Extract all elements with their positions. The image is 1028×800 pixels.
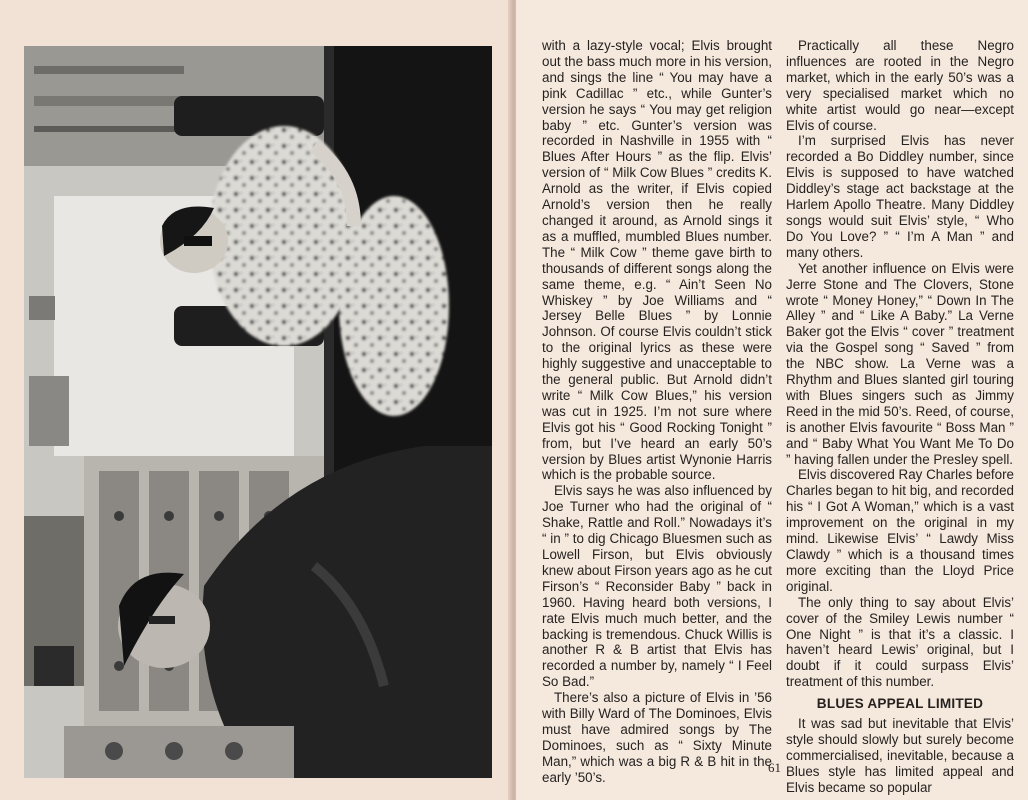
photo-icon bbox=[24, 46, 492, 778]
paragraph: The only thing to say about Elvis’ cover of the Smiley Lewis number “ One Night ” is that it’s a classic. I haven’t heard Lewis’ original, but I doubt if it could surpass Elvis’ treatment of this number. bbox=[786, 594, 1014, 690]
paragraph: There’s also a picture of Elvis in ’56 with Billy Ward of The Dominoes, Elvis must have admired songs by The Dominoes, such as “ Sixty Minute Man,” which was a big R & B hit in the early ’50’s. bbox=[542, 690, 772, 785]
paragraph: Elvis says he was also influenced by Joe Turner who had the original of “ Shake, Rattle and Roll.” Nowadays it’s “ in ” to dig Chicago Bluesmen such as Lowell Firson, but Elvis obviously knew about Firson years ago as he cut Firson’s “ Reconsider Baby ” back in 1960. Having heard both versions, I rate Elvis much much better, and the backing is tremendous. Chuck Willis is another R & B artist that Elvis has recorded a number by, namely “ I Feel So Bad.” bbox=[542, 483, 773, 690]
paragraph: Elvis discovered Ray Charles before Charles began to hit big, and recorded his “ I Got A Woman,” which is a vast improvement on the original in my mind. Likewise Elvis’ “ Lawdy Miss Clawdy ” which is a thousand times more exciting than the Lloyd Price original. bbox=[786, 467, 1014, 594]
text-column-left bbox=[542, 38, 772, 786]
text-column-right bbox=[786, 38, 1014, 796]
photo bbox=[24, 46, 492, 778]
page-number: 61 bbox=[768, 760, 781, 775]
paragraph: Practically all these Negro influences are rooted in the Negro market, which in the early 50’s was a very specialised market which no white artist would go near—except Elvis of course. bbox=[786, 38, 1014, 133]
paragraph: It was sad but inevitable that Elvis’ style should slowly but surely become commercialised, inevitable, because a Blues style has limited appeal and Elvis became so popular bbox=[786, 716, 1014, 795]
paragraph: Yet another influence on Elvis were Jerre Stone and The Clovers, Stone wrote “ Money Honey,” “ Down In The Alley ” and “ Like A Baby.” La Verne Baker got the Elvis “ cover ” treatment via the Gospel song “ Saved ” from the NBC show. La Verne was a Rhythm and Blues slanted girl touring with Blues singers such as Jimmy Reed in the mid 50’s. Reed, of course, is another Elvis favourite “ Boss Man ” and “ Baby What You Want Me To Do ” having fallen under the Presley spell. bbox=[786, 260, 1014, 467]
paragraph: I’m surprised Elvis has never recorded a Bo Diddley number, since Elvis is supposed to have watched Diddley’s stage act backstage at the Harlem Apollo Theatre. Many Diddley songs would suit Elvis’ style, “ Who Do You Love? ” “ I’m A Man ” and many others. bbox=[786, 133, 1014, 260]
left-page bbox=[0, 0, 512, 800]
paragraph: with a lazy-style vocal; Elvis brought out the bass much more in his version, and sings the line “ You may have a pink Cadillac ” etc., while Gunter’s version he says “ You may get religion baby ” etc. Gunter’s version was recorded in Nashville in 1955 with “ Blues After Hours ” as the flip. Elvis’ version of “ Milk Cow Blues ” credits K. Arnold as the writer, if Elvis copied Arnold’s version then he really changed it around, as Arnold sings it as a muffled, mumbled Blues number. The “ Milk Cow ” theme gave birth to thousands of different songs along the same theme, e.g. “ Ain’t Seen No Whiskey ” by Joe Williams and “ Jersey Belle Blues ” by Lonnie Johnson. Of course Elvis couldn’t stick to the original lyrics as these were highly suggestive and unacceptable to the general public. But Arnold didn’t write “ Milk Cow Blues,” his version was cut in 1925. I’m not sure where Elvis got his “ Good Rocking Tonight ” from, but I’ve heard an early 50’s version by Blues artist Wynonie Harris which is the probable source. bbox=[542, 38, 772, 483]
section-heading: BLUES APPEAL LIMITED bbox=[816, 696, 984, 712]
